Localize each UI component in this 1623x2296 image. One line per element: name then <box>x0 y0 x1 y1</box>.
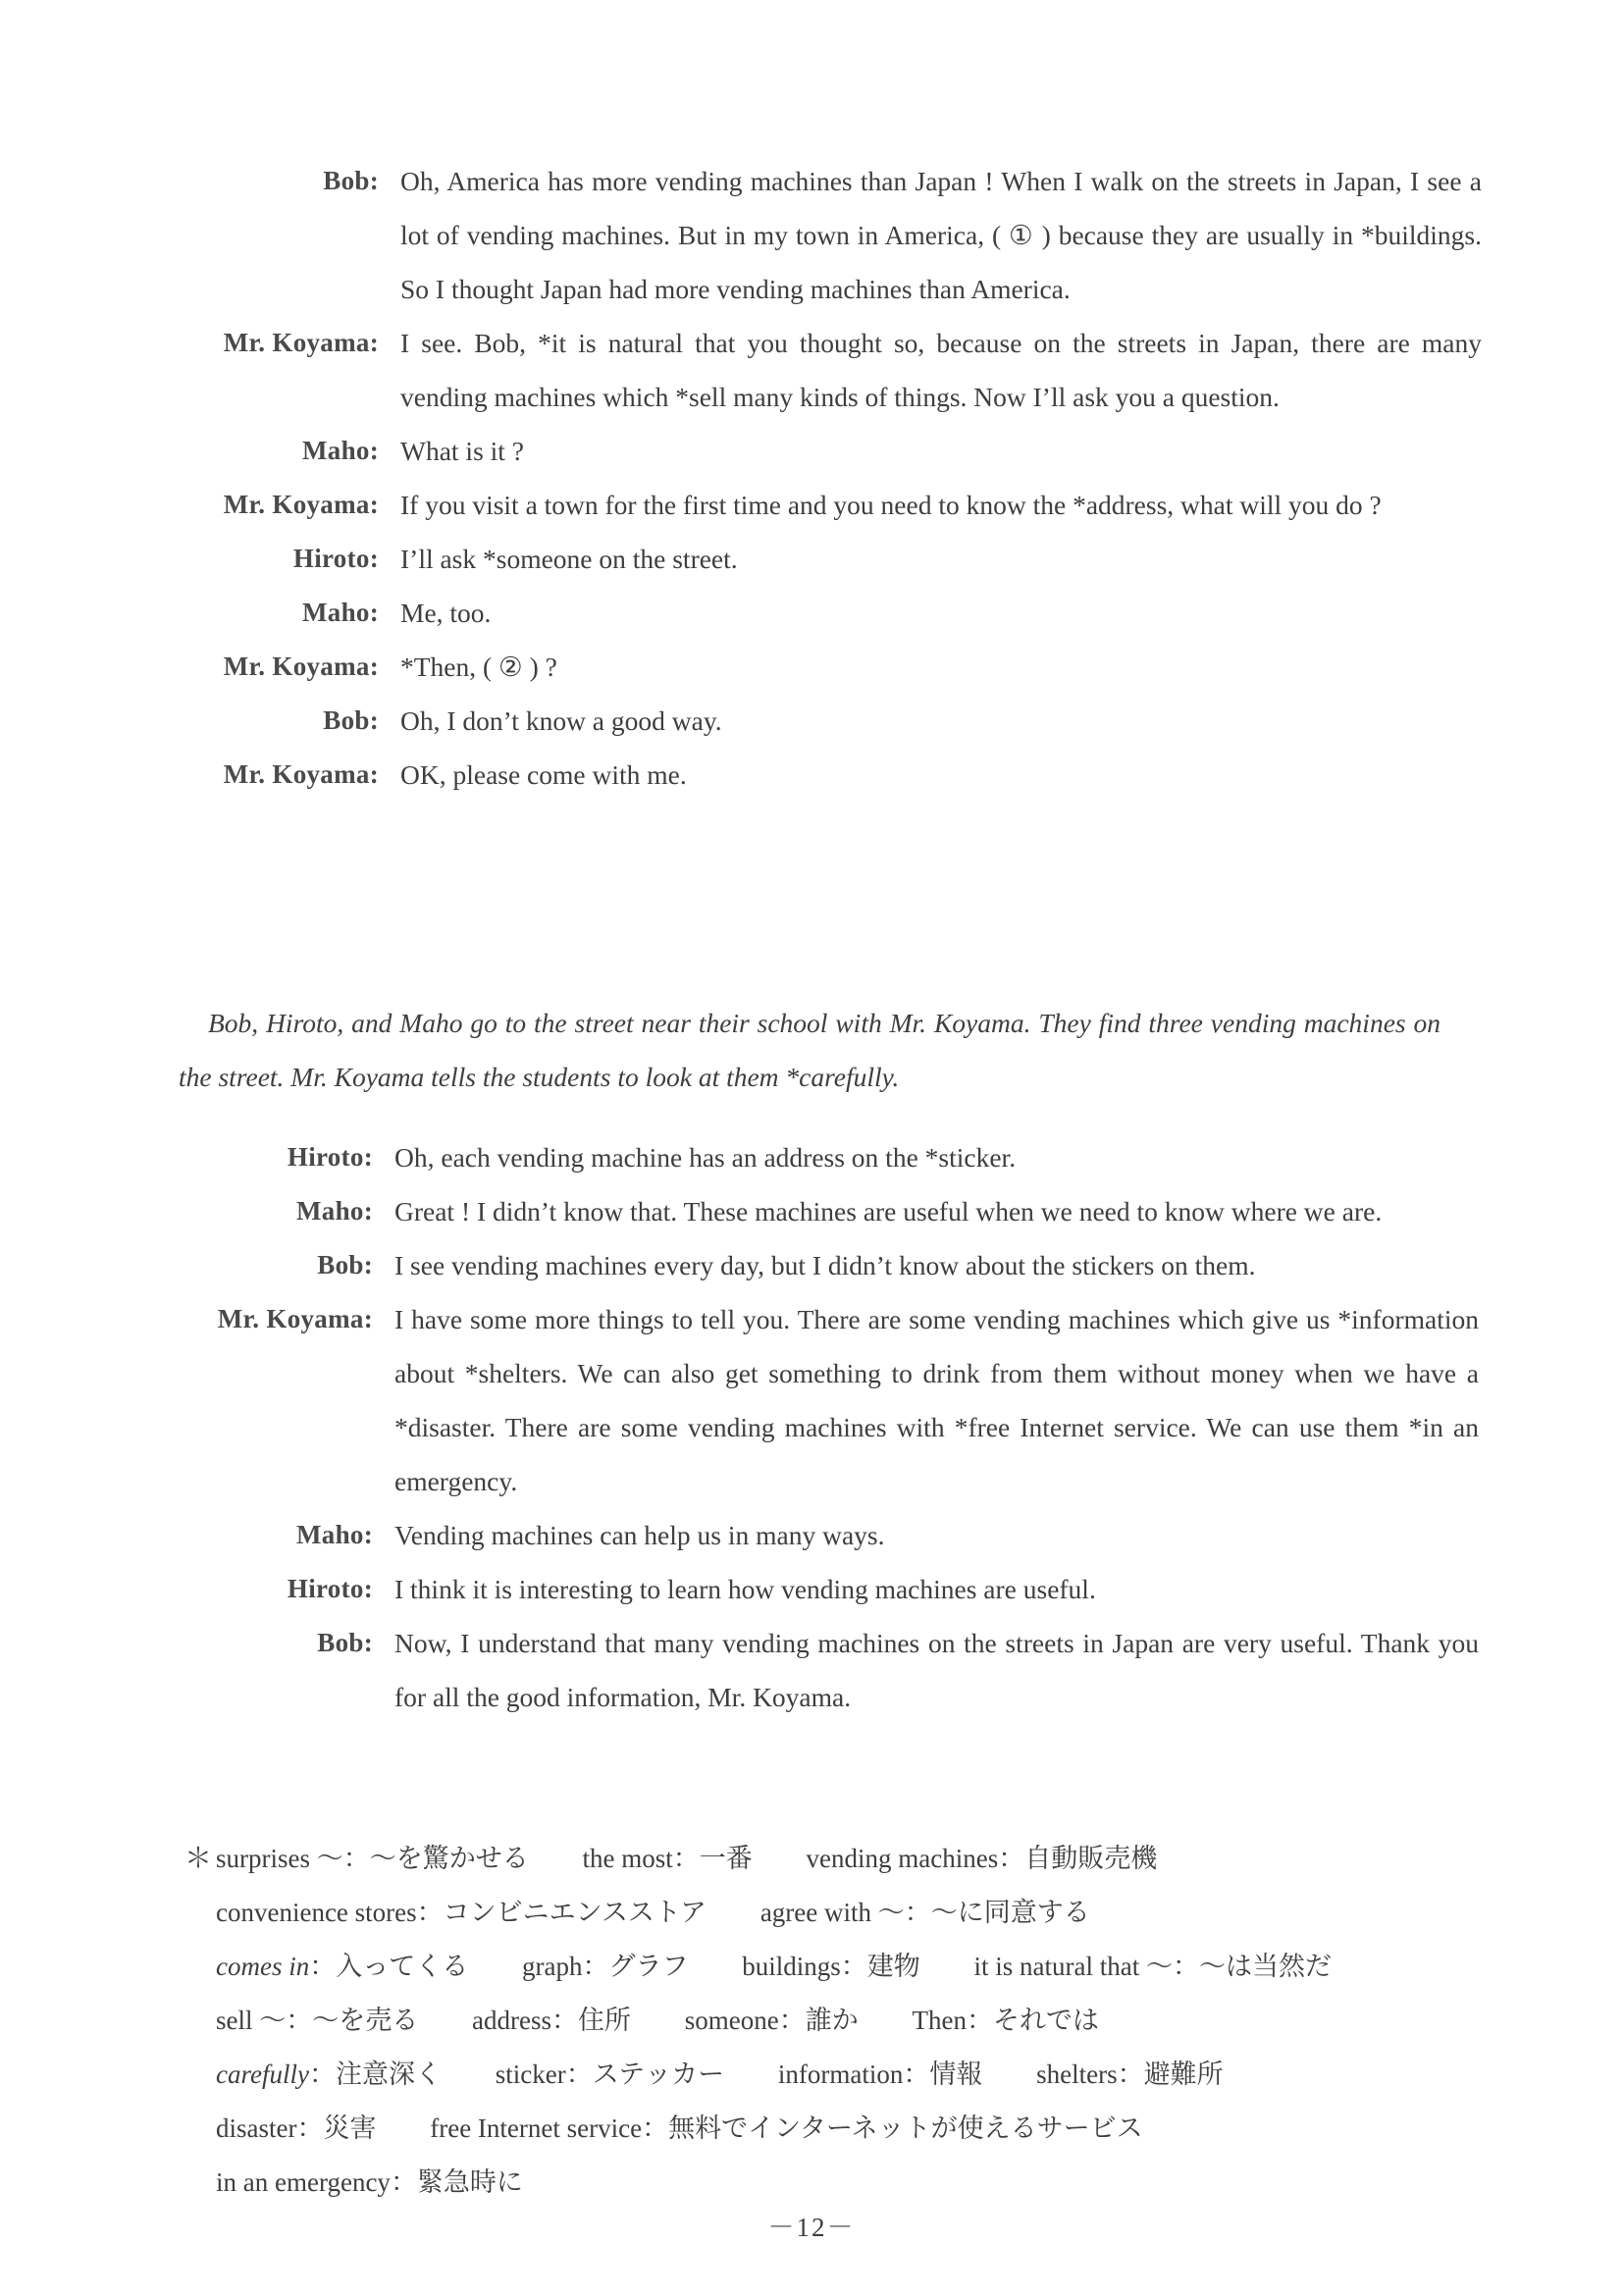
speech-text: I have some more things to tell you. There are some vending machines which give us *information about *shelters. We can also get something to drink from them without money when we have a *disaster. There are some vending machines with *free Internet service. We can use them *in an emergency. <box>394 1304 1479 1496</box>
glossary-term: disaster <box>216 2113 297 2143</box>
glossary-term: it is natural that ～ <box>973 1952 1173 1981</box>
glossary-entry: comes in：入ってくる <box>216 1952 469 1981</box>
glossary-entry: agree with ～：～に同意する <box>759 1898 1090 1927</box>
glossary-term: agree with ～ <box>759 1898 905 1927</box>
dialogue-line <box>0 532 1623 586</box>
glossary-entry: graph：グラフ <box>521 1952 689 1981</box>
glossary-meaning: 無料でインターネットが使えるサービス <box>668 2113 1143 2143</box>
dialogue-line <box>0 586 1623 640</box>
dialogue-line <box>0 1508 1623 1562</box>
speech-text: OK, please come with me. <box>400 759 687 790</box>
glossary-term: free Internet service <box>430 2113 643 2143</box>
glossary-row <box>184 2156 1460 2210</box>
glossary-meaning: ～を売る <box>312 2006 419 2035</box>
glossary-meaning: ～は当然だ <box>1198 1952 1332 1981</box>
speech-text: I’ll ask *someone on the street. <box>400 544 738 574</box>
glossary-term: information <box>777 2060 904 2089</box>
speech-text: Oh, each vending machine has an address on the *sticker. <box>394 1142 1017 1173</box>
glossary-term: carefully <box>216 2060 309 2089</box>
glossary-entry: shelters：避難所 <box>1036 2060 1224 2089</box>
glossary-meaning: コンビニエンスストア <box>443 1898 707 1927</box>
asterisk-mark: ＊ <box>184 1844 213 1874</box>
speech-text: Now, I understand that many vending machines on the streets in Japan are very useful. Thank you for all the good information, Mr. Koyama. <box>394 1628 1479 1712</box>
narration-paragraph: Bob, Hiroto, and Maho go to the street near their school with Mr. Koyama. They find three vending machines on the street. Mr. Koyama tells the students to look at them *carefully. <box>179 1008 1440 1092</box>
glossary-meaning: ステッカー <box>592 2060 725 2089</box>
glossary-row <box>184 2048 1460 2102</box>
glossary-entry: buildings：建物 <box>742 1952 920 1981</box>
glossary-meaning: 自動販売機 <box>1024 1844 1158 1873</box>
glossary-term: surprises ～ <box>216 1844 343 1873</box>
glossary-entry: convenience stores：コンビニエンスストア <box>216 1898 707 1927</box>
speaker-name: Bob: <box>317 1250 373 1279</box>
dialogue-line <box>0 478 1623 532</box>
speech-text: Oh, I don’t know a good way. <box>400 705 722 736</box>
speech-text: *Then, ( ② ) ? <box>400 652 557 682</box>
glossary-entry: in an emergency：緊急時に <box>216 2167 523 2197</box>
glossary-entry: Then：それでは <box>912 2006 1099 2035</box>
speaker-name: Mr. Koyama: <box>223 759 379 789</box>
glossary-row <box>184 1940 1460 1994</box>
speaker-name: Mr. Koyama: <box>223 328 379 357</box>
dialogue-line <box>0 316 1623 424</box>
glossary-entry: surprises ～：～を驚かせる <box>216 1844 529 1873</box>
glossary-meaning: 注意深く <box>335 2060 442 2089</box>
glossary-term: shelters <box>1036 2060 1118 2089</box>
speaker-name: Bob: <box>323 705 379 735</box>
dialogue-line <box>0 1238 1623 1292</box>
speech-text: What is it ? <box>400 436 525 466</box>
glossary-meaning: 住所 <box>577 2006 631 2035</box>
glossary-term: sell ～ <box>216 2006 287 2035</box>
speaker-name: Hiroto: <box>287 1142 373 1172</box>
glossary-entry: vending machines：自動販売機 <box>806 1844 1158 1873</box>
glossary-meaning: 一番 <box>699 1844 753 1873</box>
glossary-entry: it is natural that ～：～は当然だ <box>973 1952 1332 1981</box>
glossary-term: graph <box>521 1952 583 1981</box>
glossary-meaning: ～を驚かせる <box>369 1844 529 1873</box>
speaker-name: Maho: <box>302 436 379 465</box>
page-number: －12－ <box>767 2213 856 2242</box>
glossary-term: the most <box>582 1844 673 1873</box>
speaker-name: Bob: <box>323 166 379 195</box>
speaker-name: Hiroto: <box>292 544 379 573</box>
glossary-entry: carefully：注意深く <box>216 2060 442 2089</box>
speech-text: I see. Bob, *it is natural that you thought so, because on the streets in Japan, there are many vending machines which *sell many kinds of things. Now I’ll ask you a question. <box>400 328 1482 412</box>
glossary-meaning: ～に同意する <box>930 1898 1090 1927</box>
glossary-entry: information：情報 <box>777 2060 983 2089</box>
glossary-row <box>184 2102 1460 2156</box>
dialogue-line <box>0 748 1623 802</box>
dialogue-line <box>0 1562 1623 1616</box>
glossary-meaning: 情報 <box>929 2060 983 2089</box>
speech-text: Oh, America has more vending machines than Japan ! When I walk on the streets in Japan, I see a lot of vending machines. But in my town in America, ( ① ) because they are usually in *buildings. So I thought Japan had more vending machines than America. <box>400 166 1482 304</box>
glossary-meaning: 入ってくる <box>336 1952 469 1981</box>
glossary-term: vending machines <box>806 1844 999 1873</box>
glossary-term: buildings <box>742 1952 841 1981</box>
glossary-entry: free Internet service：無料でインターネットが使えるサービス <box>430 2113 1143 2143</box>
glossary-term: comes in <box>216 1952 310 1981</box>
dialogue-line <box>0 424 1623 478</box>
glossary-term: convenience stores <box>216 1898 417 1927</box>
speaker-name: Mr. Koyama: <box>223 490 379 519</box>
speaker-name: Mr. Koyama: <box>223 652 379 681</box>
speaker-name: Maho: <box>296 1520 373 1549</box>
speech-text: Great ! I didn’t know that. These machines are useful when we need to know where we are. <box>394 1196 1383 1226</box>
dialogue-part-1 <box>0 154 1623 802</box>
glossary-entry: the most：一番 <box>582 1844 753 1873</box>
speaker-name: Maho: <box>302 598 379 627</box>
glossary-entry: sticker：ステッカー <box>495 2060 725 2089</box>
dialogue-line <box>0 1130 1623 1184</box>
glossary-term: sticker <box>495 2060 566 2089</box>
dialogue-line <box>0 1184 1623 1238</box>
glossary-row <box>184 1886 1460 1940</box>
glossary-meaning: 誰か <box>805 2006 859 2035</box>
glossary-entry: address：住所 <box>472 2006 631 2035</box>
speaker-name: Maho: <box>296 1196 373 1226</box>
speaker-name: Mr. Koyama: <box>217 1304 373 1333</box>
glossary-meaning: それでは <box>992 2006 1099 2035</box>
glossary-term: Then <box>912 2006 967 2035</box>
glossary-meaning: グラフ <box>608 1952 689 1981</box>
dialogue-line <box>0 1616 1623 1724</box>
glossary-entry: someone：誰か <box>684 2006 859 2035</box>
glossary-term: in an emergency <box>216 2167 391 2197</box>
speech-text: I see vending machines every day, but I didn’t know about the stickers on them. <box>394 1250 1256 1280</box>
dialogue-line <box>0 694 1623 748</box>
glossary-meaning: 避難所 <box>1143 2060 1224 2089</box>
speaker-name: Bob: <box>317 1628 373 1657</box>
glossary-entry: sell ～：～を売る <box>216 2006 419 2035</box>
glossary-entry: disaster：災害 <box>216 2113 377 2143</box>
glossary-meaning: 建物 <box>866 1952 920 1981</box>
speaker-name: Hiroto: <box>287 1574 373 1603</box>
glossary-meaning: 緊急時に <box>416 2167 523 2197</box>
dialogue-part-2 <box>0 1130 1623 1724</box>
dialogue-line <box>0 154 1623 316</box>
glossary-term: address <box>472 2006 551 2035</box>
glossary-row <box>184 1994 1460 2048</box>
glossary-term: someone <box>684 2006 779 2035</box>
dialogue-line <box>0 640 1623 694</box>
speech-text: I think it is interesting to learn how vending machines are useful. <box>394 1574 1096 1604</box>
speech-text: Vending machines can help us in many ways. <box>394 1520 885 1550</box>
glossary-meaning: 災害 <box>323 2113 377 2143</box>
speech-text: If you visit a town for the first time and you need to know the *address, what will you do ? <box>400 490 1382 520</box>
speech-text: Me, too. <box>400 598 492 628</box>
dialogue-line <box>0 1292 1623 1508</box>
glossary <box>184 1832 1460 2210</box>
glossary-row <box>184 1832 1460 1886</box>
